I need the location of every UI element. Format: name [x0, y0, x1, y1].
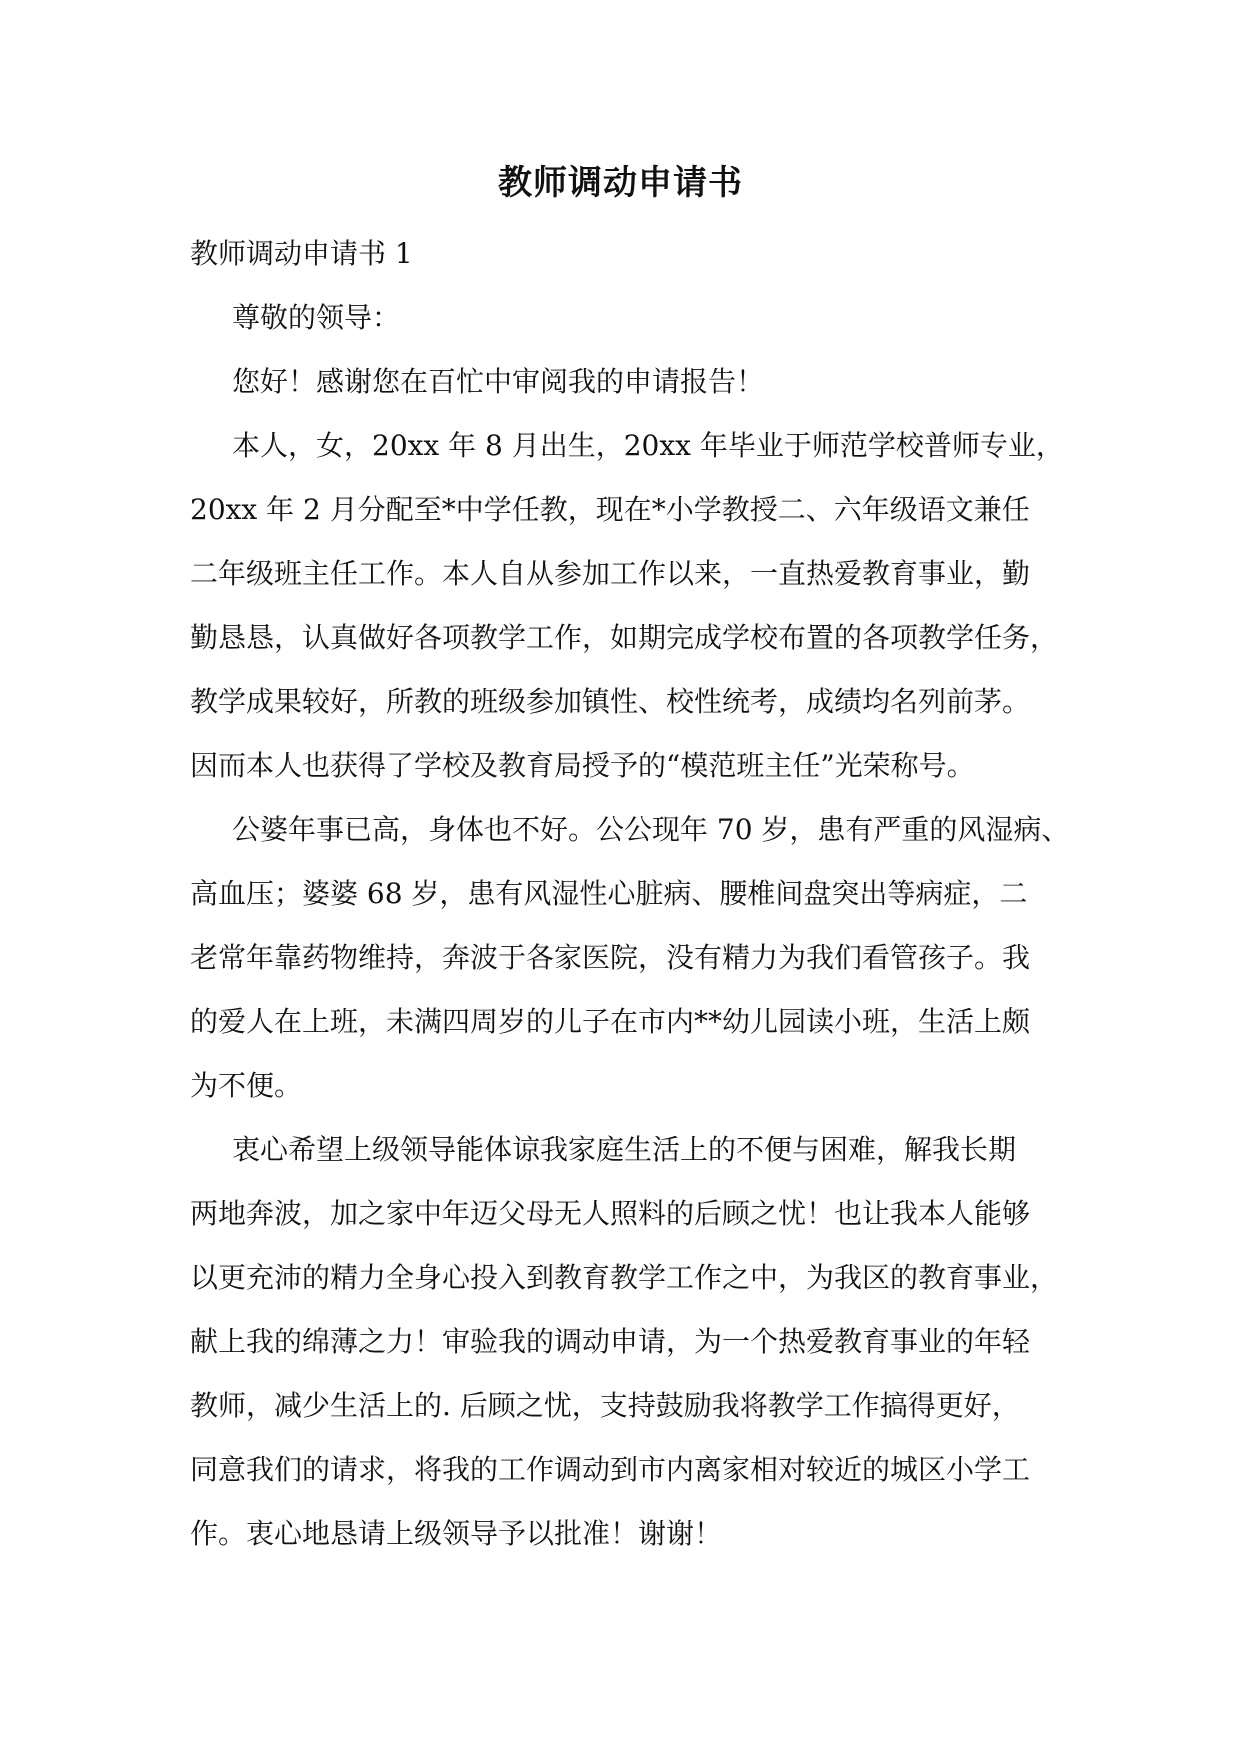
paragraph-line: 两地奔波，加之家中年迈父母无人照料的后顾之忧！也让我本人能够 [190, 1197, 1031, 1230]
paragraph-line: 教学成果较好，所教的班级参加镇性、校性统考，成绩均名列前茅。 [190, 685, 1031, 718]
paragraph-line: 老常年靠药物维持，奔波于各家医院，没有精力为我们看管孩子。我 [190, 941, 1031, 974]
paragraph-line: 二年级班主任工作。本人自从参加工作以来，一直热爱教育事业，勤 [190, 557, 1031, 590]
paragraph-line: 本人，女，20xx 年 8 月出生，20xx 年毕业于师范学校普师专业， [232, 429, 1064, 462]
paragraph-line: 作。衷心地恳请上级领导予以批准！谢谢！ [190, 1517, 723, 1550]
salutation: 尊敬的领导： [232, 301, 401, 334]
section-heading: 教师调动申请书 1 [190, 237, 413, 270]
paragraph-line: 以更充沛的精力全身心投入到教育教学工作之中，为我区的教育事业， [190, 1261, 1059, 1294]
paragraph-line: 为不便。 [190, 1069, 303, 1102]
document-title: 教师调动申请书 [498, 163, 743, 203]
paragraph-line: 同意我们的请求，将我的工作调动到市内离家相对较近的城区小学工 [190, 1453, 1031, 1486]
paragraph-line: 公婆年事已高，身体也不好。公公现年 70 岁，患有严重的风湿病、 [232, 813, 1070, 846]
paragraph-line: 因而本人也获得了学校及教育局授予的“模范班主任”光荣称号。 [190, 749, 975, 782]
paragraph-line: 高血压；婆婆 68 岁，患有风湿性心脏病、腰椎间盘突出等病症，二 [190, 877, 1028, 910]
paragraph-line: 教师，减少生活上的. 后顾之忧，支持鼓励我将教学工作搞得更好， [190, 1389, 1020, 1422]
paragraph-line: 的爱人在上班，未满四周岁的儿子在市内**幼儿园读小班，生活上颇 [190, 1005, 1031, 1038]
paragraph-line: 20xx 年 2 月分配至*中学任教，现在*小学教授二、六年级语文兼任 [190, 493, 1030, 526]
document-body [190, 231, 1070, 1575]
greeting-paragraph: 您好！感谢您在百忙中审阅我的申请报告！ [232, 365, 765, 398]
paragraph-line: 勤恳恳，认真做好各项教学工作，如期完成学校布置的各项教学任务， [190, 621, 1059, 654]
paragraph-line: 衷心希望上级领导能体谅我家庭生活上的不便与困难，解我长期 [232, 1133, 1017, 1166]
paragraph-line: 献上我的绵薄之力！审验我的调动申请，为一个热爱教育事业的年轻 [190, 1325, 1031, 1358]
